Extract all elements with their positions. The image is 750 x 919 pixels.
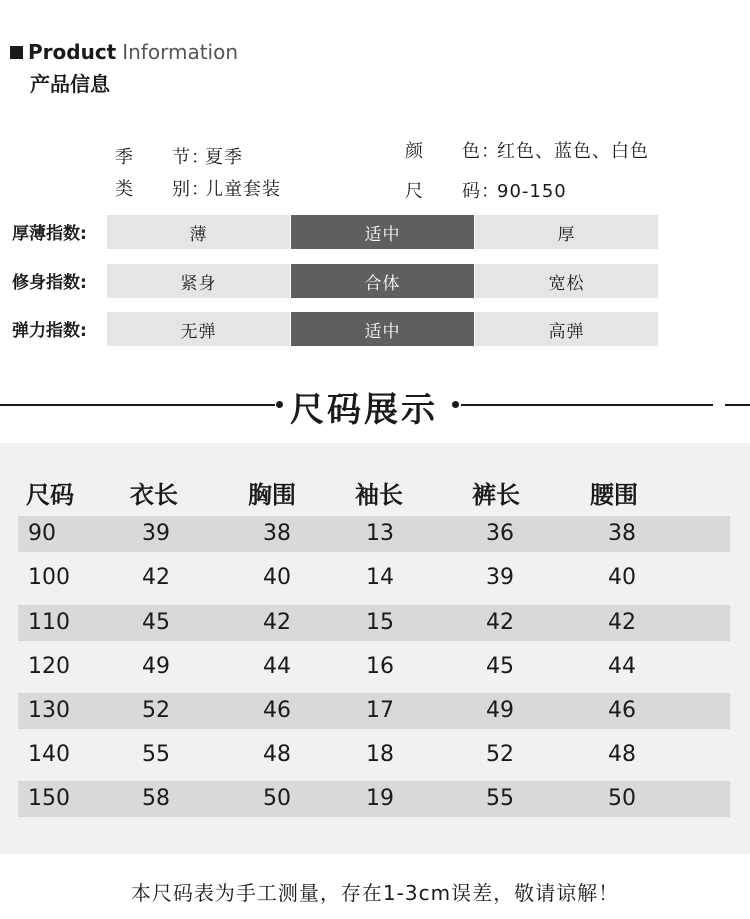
table-cell: 42 [263,610,291,635]
table-cell: 55 [486,786,514,811]
divider-dot-left [276,401,283,408]
column-header: 衣长 [130,481,178,509]
divider-line-right [461,404,713,406]
table-cell: 48 [263,742,291,767]
column-header: 袖长 [355,481,403,509]
table-cell: 45 [142,610,170,635]
divider-line-left [0,404,275,406]
info-season-label: 季 节： [115,147,210,168]
table-cell: 36 [486,521,514,546]
info-season [115,143,243,169]
table-cell: 110 [28,610,70,635]
table-cell: 52 [142,698,170,723]
header-title-en-strong: Product [28,40,117,64]
table-cell: 58 [142,786,170,811]
info-size [405,177,567,203]
table-cell: 19 [366,786,394,811]
table-cell: 14 [366,565,394,590]
index-option-selected: 适中 [291,215,474,249]
table-cell: 40 [263,565,291,590]
table-row [18,516,730,552]
table-cell: 140 [28,742,70,767]
table-cell: 42 [142,565,170,590]
info-color [405,137,649,163]
table-cell: 45 [486,654,514,679]
size-table-header [0,471,750,511]
header-title-cn: 产品信息 [30,72,110,96]
info-size-label: 尺 码： [405,181,500,202]
index-label: 厚薄指数: [12,224,87,244]
table-cell: 18 [366,742,394,767]
table-row [18,781,730,817]
table-cell: 39 [486,565,514,590]
section-header [10,38,239,96]
index-label: 修身指数: [12,273,87,293]
table-cell: 50 [608,786,636,811]
index-option-selected: 合体 [291,264,474,298]
index-label: 弹力指数: [12,321,87,341]
info-season-value: 夏季 [205,147,243,168]
table-cell: 46 [608,698,636,723]
table-cell: 16 [366,654,394,679]
table-cell: 17 [366,698,394,723]
table-cell: 13 [366,521,394,546]
info-category [115,175,281,201]
index-option: 宽松 [475,264,658,298]
index-option-selected: 适中 [291,312,474,346]
index-row-fit [0,264,750,298]
header-title-en-light: Information [122,40,239,64]
size-section-divider [0,380,750,430]
index-row-thickness [0,215,750,249]
table-cell: 49 [486,698,514,723]
table-cell: 40 [608,565,636,590]
info-size-value: 90-150 [497,181,567,202]
table-cell: 90 [28,521,56,546]
measurement-note: 本尺码表为手工测量，存在1-3cm误差，敬请谅解！ [130,881,620,905]
divider-line-right-tail [725,404,750,406]
square-bullet-icon [10,46,23,59]
table-cell: 15 [366,610,394,635]
table-cell: 42 [486,610,514,635]
info-color-label: 颜 色： [405,141,500,162]
table-cell: 44 [608,654,636,679]
table-cell: 46 [263,698,291,723]
index-option: 厚 [475,215,658,249]
index-row-elasticity [0,312,750,346]
table-cell: 42 [608,610,636,635]
table-cell: 49 [142,654,170,679]
column-header: 胸围 [248,481,296,509]
table-cell: 52 [486,742,514,767]
column-header: 尺码 [26,481,74,509]
table-cell: 100 [28,565,70,590]
table-row [18,693,730,729]
size-table [0,443,750,854]
table-cell: 130 [28,698,70,723]
table-row [18,560,730,596]
info-color-value: 红色、蓝色、白色 [497,141,649,162]
divider-dot-right [452,401,459,408]
table-row [18,737,730,773]
table-row [18,605,730,641]
column-header: 裤长 [472,481,520,509]
table-cell: 55 [142,742,170,767]
table-cell: 50 [263,786,291,811]
table-cell: 48 [608,742,636,767]
info-category-value: 儿童套装 [205,179,281,200]
size-section-title: 尺码展示 [290,390,438,430]
table-row [18,649,730,685]
index-option: 薄 [107,215,290,249]
index-option: 高弹 [475,312,658,346]
table-cell: 39 [142,521,170,546]
info-category-label: 类 别： [115,179,210,200]
table-cell: 120 [28,654,70,679]
index-option: 紧身 [107,264,290,298]
table-cell: 38 [608,521,636,546]
column-header: 腰围 [590,481,638,509]
index-option: 无弹 [107,312,290,346]
table-cell: 38 [263,521,291,546]
table-cell: 150 [28,786,70,811]
table-cell: 44 [263,654,291,679]
